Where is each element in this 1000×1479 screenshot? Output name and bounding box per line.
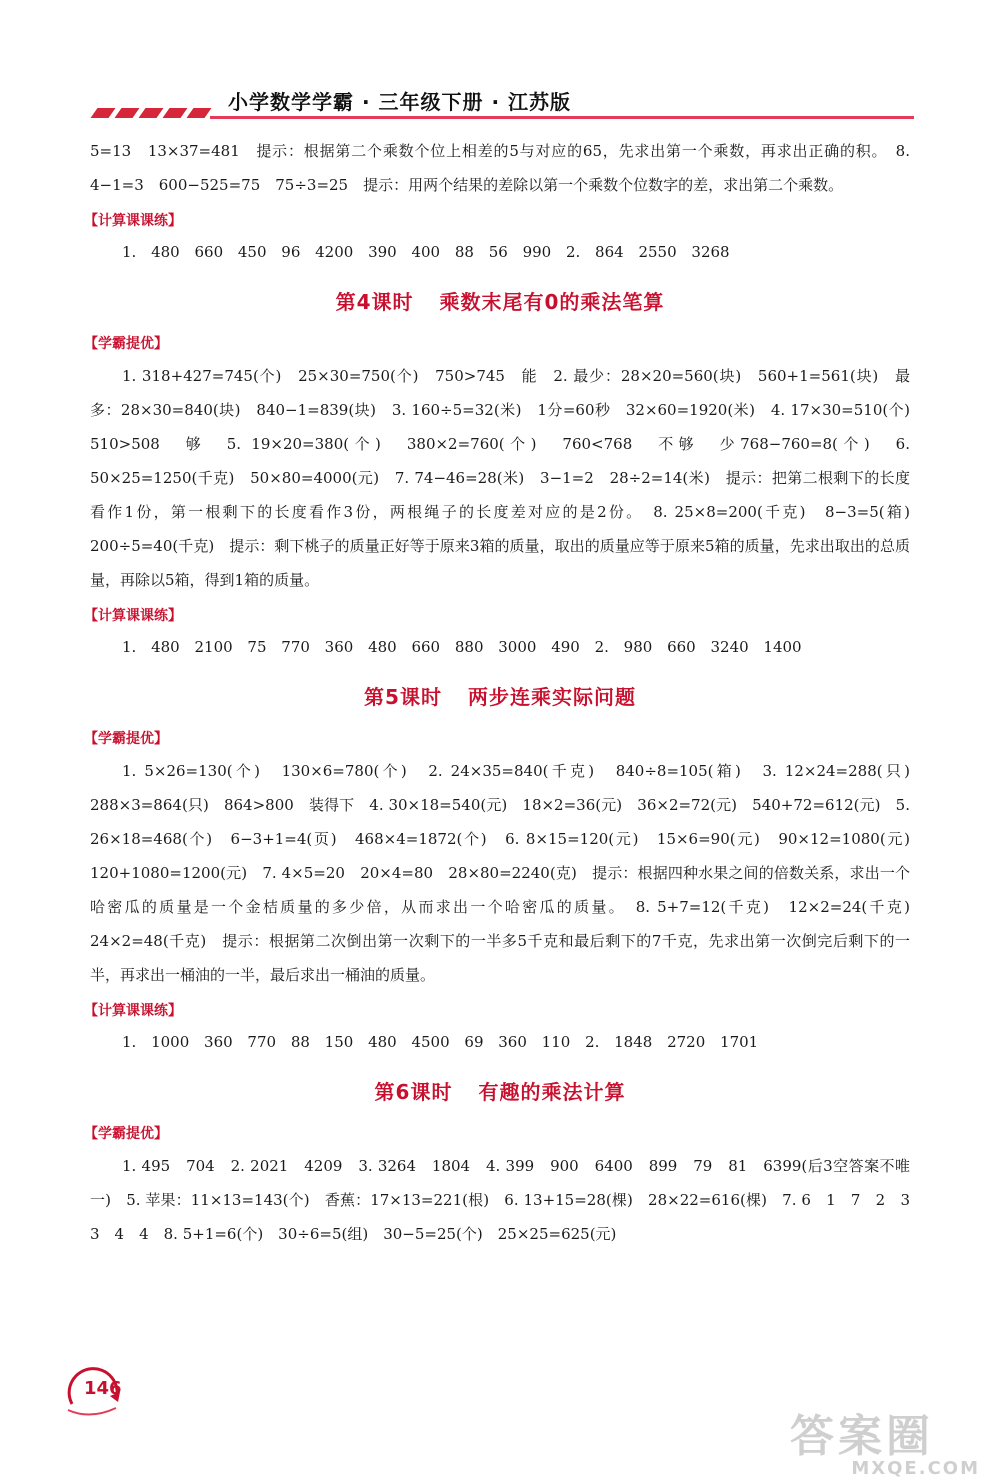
lesson-title: 有趣的乘法计算 [478,1080,626,1104]
lesson-6-heading [90,1076,910,1105]
lesson-5-calc-answers: 1. 1000 360 770 88 150 480 4500 69 360 110 2. 1848 2720 1701 [122,1033,759,1051]
stripe-segment [138,108,163,118]
continuation-paragraph: 5=13 13×37=481 提示：根据第二个乘数个位上相差的5与对应的65，先求出第一个乘数，再求出正确的积。 8. 4−1=3 600−525=75 75÷3=25 提示：用两个结果的差除以第一个乘数个位数字的差，求出第二个乘数。 [90,142,910,194]
top-student-tag: 【学霸提优】 [84,336,168,352]
lesson-6-answers: 1. 495 704 2. 2021 4209 3. 3264 1804 4. 399 900 6400 899 79 81 6399(后3空答案不唯一) 5. 苹果：11×13=143(个) 香蕉：17×13=221(根) 6. 13+15=28(棵) 28×22=616(棵) 7. 6 1 7 2 3 3 4 4 8. 5+1=6(个) 30÷6=5(组) 30−5=25(个) 25×25=625(元) [90,1157,926,1243]
calc-practice-tag: 【计算课课练】 [84,213,182,229]
calc-practice-tag: 【计算课课练】 [84,608,182,624]
watermark-url: MXQE.COM [851,1458,980,1479]
lesson-4-calc-answers: 1. 480 2100 75 770 360 480 660 880 3000 490 2. 980 660 3240 1400 [122,638,802,656]
page-number: 146 [84,1378,122,1399]
calc-practice-tag: 【计算课课练】 [84,1003,182,1019]
site-watermark [790,1400,980,1479]
lesson-title: 乘数末尾有0的乘法笔算 [439,290,665,314]
lesson-4-answers: 1. 318+427=745(个) 25×30=750(个) 750>745 能 2. 最少：28×20=560(块) 560+1=561(块) 最多：28×30=840(块) 840−1=839(块) 3. 160÷5=32(米) 1分=60秒 32×60=1920(米) 4. 17×30=510(个) 510>508 够 5. 19×20=380(个) 380×2=760(个) 760<768 不够 少768−760=8(个) 6. 50×25=1250(千克) 50×80=4000(元) 7. 74−46=28(米) 3−1=2 28÷2=14(米) 提示：把第二根剩下的长度看作1份，第一根剩下的长度看作3份，两根绳子的长度差对应的是2份。 8. 25×8=200(千克) 8−3=5(箱) 200÷5=40(千克) 提示：剩下桃子的质量正好等于原来3箱的质量，取出的质量应等于原来5箱的质量，先求出取出的总质量，再除以5箱，得到1箱的质量。 [90,367,926,589]
page-header [0,86,1000,126]
stripe-segment [186,108,211,118]
watermark-logo-text: 答案圈 [790,1411,934,1462]
top-student-tag: 【学霸提优】 [84,1126,168,1142]
header-divider [210,116,914,119]
stripe-segment [162,108,187,118]
book-title: 小学数学学霸 · 三年级下册 · 江苏版 [228,90,572,114]
calc-practice-answers: 1. 480 660 450 96 4200 390 400 88 56 990 2. 864 2550 3268 [122,243,730,261]
top-student-tag: 【学霸提优】 [84,731,168,747]
header-stripe-decoration [90,108,210,118]
answer-content [84,134,926,1251]
lesson-number: 第4课时 [335,290,414,314]
lesson-4-heading [90,286,910,315]
lesson-5-answers: 1. 5×26=130(个) 130×6=780(个) 2. 24×35=840(千克) 840÷8=105(箱) 3. 12×24=288(只) 288×3=864(只) 864>800 装得下 4. 30×18=540(元) 18×2=36(元) 36×2=72(元) 540+72=612(元) 5. 26×18=468(个) 6−3+1=4(页) 468×4=1872(个) 6. 8×15=120(元) 15×6=90(元) 90×12=1080(元) 120+1080=1200(元) 7. 4×5=20 20×4=80 28×80=2240(克) 提示：根据四种水果之间的倍数关系，求出一个哈密瓜的质量是一个金桔质量的多少倍，从而求出一个哈密瓜的质量。 8. 5+7=12(千克) 12×2=24(千克) 24×2=48(千克) 提示：根据第二次倒出第一次剩下的一半多5千克和最后剩下的7千克，先求出第一次倒完后剩下的一半，再求出一桶油的一半，最后求出一桶油的质量。 [90,762,926,984]
stripe-segment [114,108,139,118]
lesson-number: 第6课时 [374,1080,453,1104]
lesson-5-heading [90,681,910,710]
lesson-title: 两步连乘实际问题 [467,685,636,709]
stripe-segment [90,108,115,118]
lesson-number: 第5课时 [364,685,442,709]
